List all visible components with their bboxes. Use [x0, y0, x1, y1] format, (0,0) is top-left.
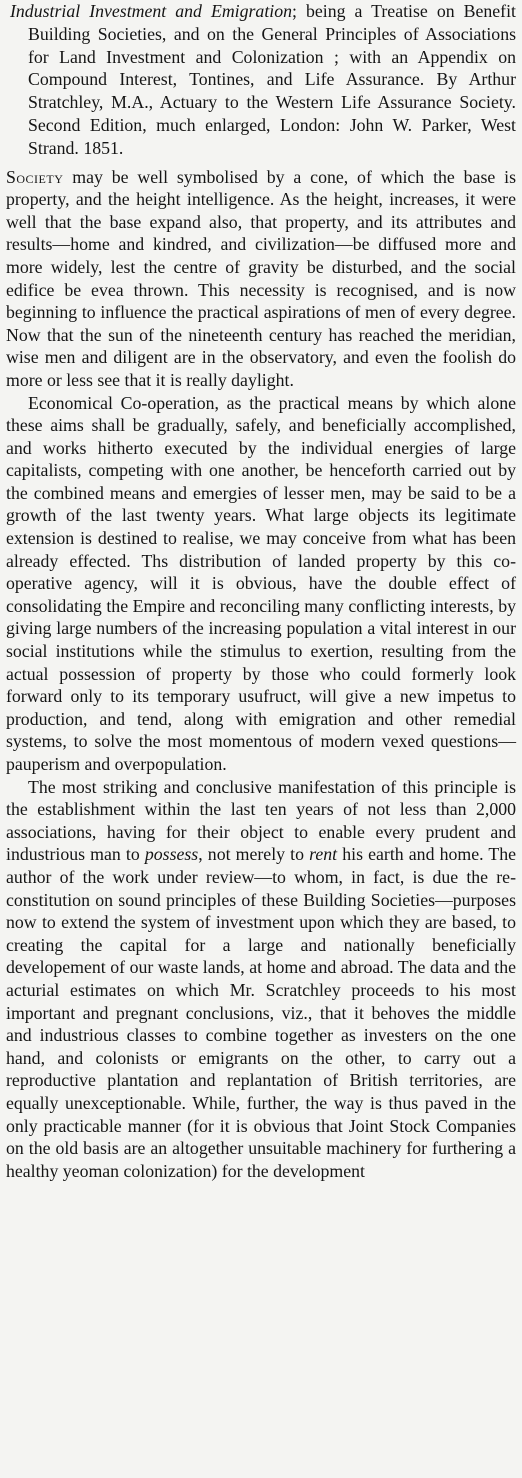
emphasis-rent: rent	[309, 844, 338, 865]
paragraph-3	[6, 776, 516, 1183]
paragraph-3-text-a: The most striking and conclusive manifestation of this principle is the establishment within the last ten years of not less than 2,000 associations, having for their object to enable every prudent and industrious man to	[6, 776, 516, 865]
book-citation: ; being a Treatise on Benefit Building Societies, and on the General Principles of Associations for Land Investment and Colonization ; with an Appendix on Compound Interest, Tontines, and Life Assurance. By Arthur Stratchley, M.A., Actuary to the Western Life Assurance Society. Second Edition, much enlarged, London: John W. Parker, West Strand. 1851.	[28, 1, 516, 158]
paragraph-3-text-b: , not merely to	[198, 844, 310, 865]
paragraph-2: Economical Co-operation, as the practical means by which alone these aims shall be gradually, safely, and beneficially accomplished, and works hitherto executed by the individual energies of large capitalists, competing with one another, be henceforth carried out by the combined means and emergies of lesser men, may be said to be a growth of the last twenty years. What large objects its legitimate extension is destined to realise, we may conceive from what has been already effected. Ths distribution of landed property by this co-operative agency, will it is obvious, have the double effect of consolidating the Empire and reconciling many conflicting interests, by giving large numbers of the increasing population a vital interest in our social institutions while the stimulus to exertion, resulting from the actual possession of property by those who could formerly look forward only to its temporary usufruct, will give a new impetus to production, and tend, along with emigration and other remedial systems, to solve the most momentous of modern vexed questions—pauperism and overpopulation.	[6, 392, 516, 775]
paragraph-1	[6, 166, 516, 392]
book-title: Industrial Investment and Emigration	[10, 1, 292, 21]
review-heading	[6, 0, 516, 160]
paragraph-1-text: may be well symbolised by a cone, of which the base is property, and the height intelligence. As the height, increases, it were well that the base expand also, that property, and its attributes and results—home and kindred, and civilization—be diffused more and more widely, lest the centre of gravity be disturbed, and the social edifice be evea thrown. This necessity is recognised, and is now beginning to influence the practical aspirations of men of every degree. Now that the sun of the nineteenth century has reached the meridian, wise men and diligent are in the observatory, and even the foolish do more or less see that it is really daylight.	[6, 166, 516, 390]
paragraph-lead-word: Society	[6, 166, 64, 187]
paragraph-3-text-c: his earth and home. The author of the work under review—to whom, in fact, is due the re-constitution on sound principles of these Building Societies—purposes now to extend the system of investment upon which they are based, to creating the capital for a large and nationally beneficially developement of our waste lands, at home and abroad. The data and the acturial estimates on which Mr. Scratchley proceeds to his most important and pregnant conclusions, viz., that it behoves the middle and industrious classes to combine together as investers on the one hand, and colonists or emigrants on the other, to carry out a reproductive plantation and replantation of British territories, are equally unexceptionable. While, further, the way is thus paved in the only practicable manner (for it is obvious that Joint Stock Companies on the old basis are an altogether unsuitable machinery for furthering a healthy yeoman colonization) for the development	[6, 844, 516, 1181]
review-article	[6, 166, 516, 1183]
emphasis-possess: possess	[144, 844, 199, 865]
